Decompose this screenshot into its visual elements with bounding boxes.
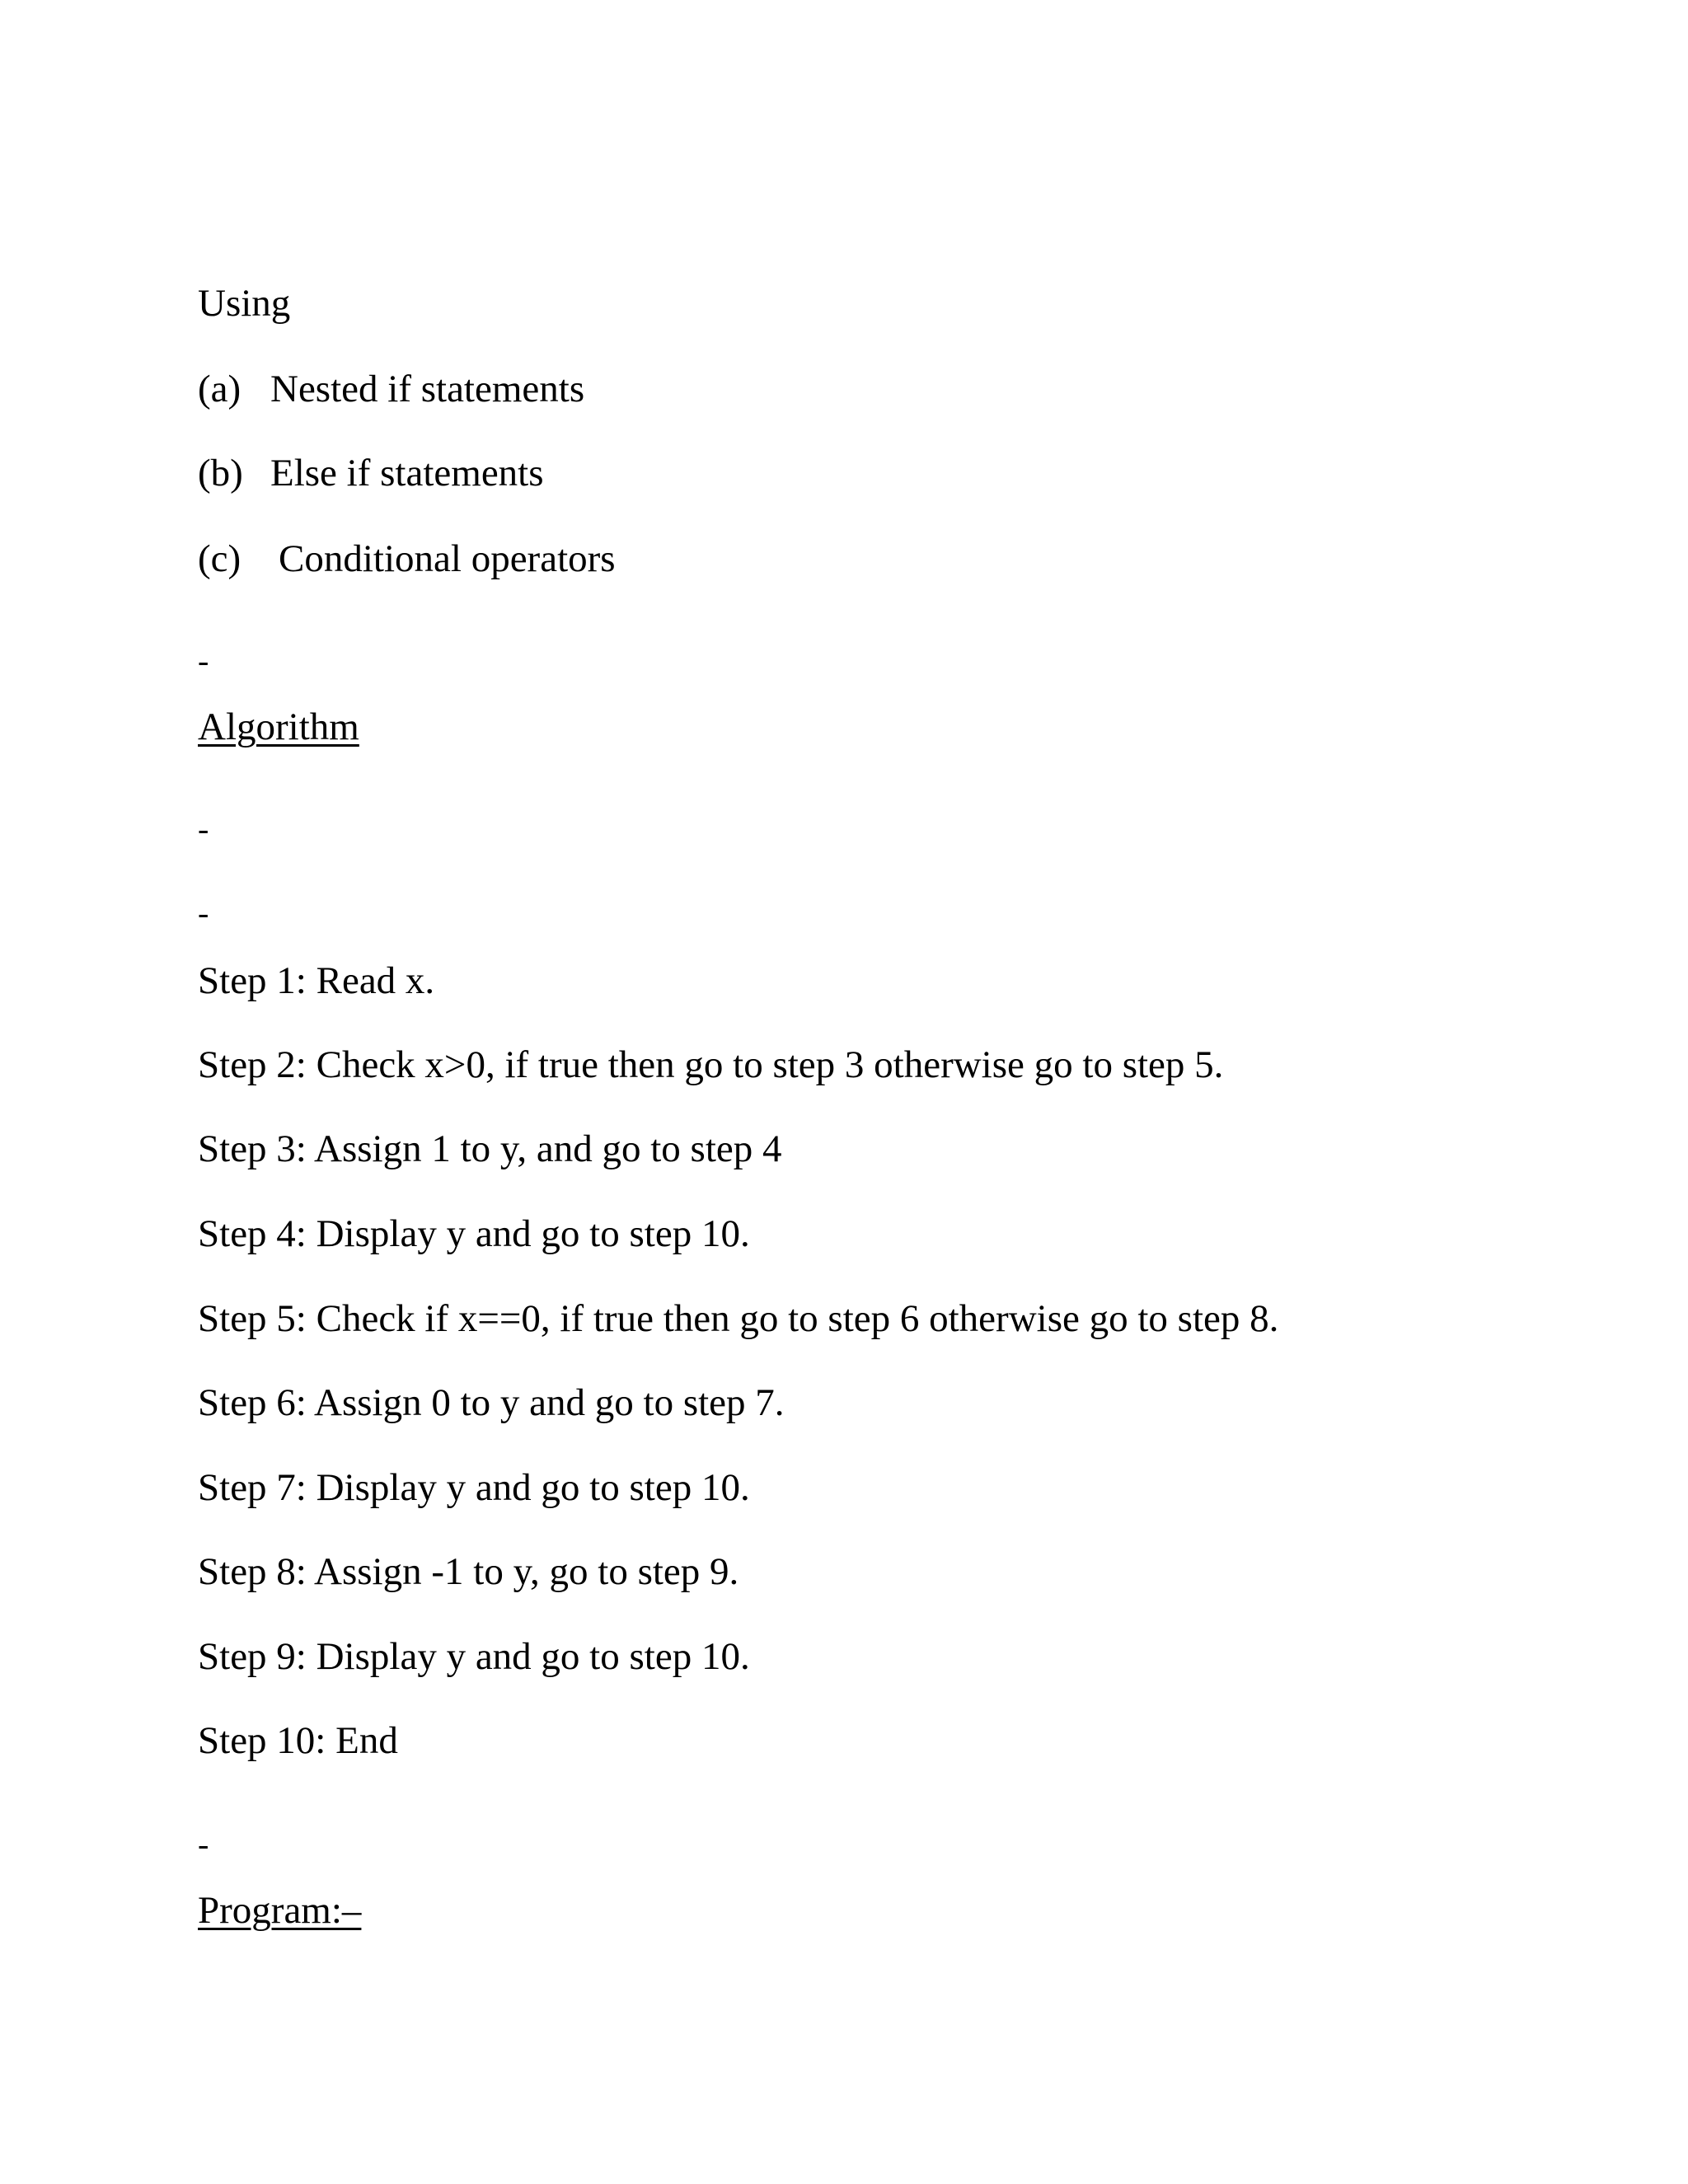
algorithm-step: Step 5: Check if x==0, if true then go to step 6 otherwise go to step 8. [198, 1297, 1279, 1340]
separator-dash: - [198, 1825, 209, 1863]
algorithm-step: Step 4: Display y and go to step 10. [198, 1212, 750, 1255]
option-marker: (c) [198, 537, 241, 580]
option-marker: (b) [198, 452, 243, 494]
program-heading-text: Program:– [198, 1889, 362, 1932]
algorithm-step: Step 9: Display y and go to step 10. [198, 1635, 750, 1678]
algorithm-step: Step 10: End [198, 1719, 398, 1762]
separator-dash: - [198, 642, 209, 679]
separator-dash: - [198, 894, 209, 931]
algorithm-heading-text: Algorithm [198, 705, 359, 748]
option-text: Nested if statements [270, 368, 585, 410]
algorithm-step: Step 7: Display y and go to step 10. [198, 1466, 750, 1509]
option-item-a [198, 364, 584, 414]
algorithm-step: Step 2: Check x>0, if true then go to step 3 otherwise go to step 5. [198, 1043, 1224, 1086]
option-item-b [198, 448, 544, 498]
option-text: Conditional operators [279, 537, 616, 580]
algorithm-step: Step 6: Assign 0 to y and go to step 7. [198, 1381, 785, 1424]
algorithm-step: Step 3: Assign 1 to y, and go to step 4 [198, 1127, 782, 1170]
algorithm-heading [198, 702, 359, 752]
option-text: Else if statements [270, 452, 544, 494]
option-marker: (a) [198, 368, 241, 410]
program-heading [198, 1886, 361, 1935]
intro-text: Using [198, 282, 291, 325]
algorithm-step: Step 1: Read x. [198, 959, 435, 1002]
separator-dash: - [198, 810, 209, 847]
algorithm-step: Step 8: Assign -1 to y, go to step 9. [198, 1550, 739, 1593]
option-item-c [198, 534, 616, 583]
